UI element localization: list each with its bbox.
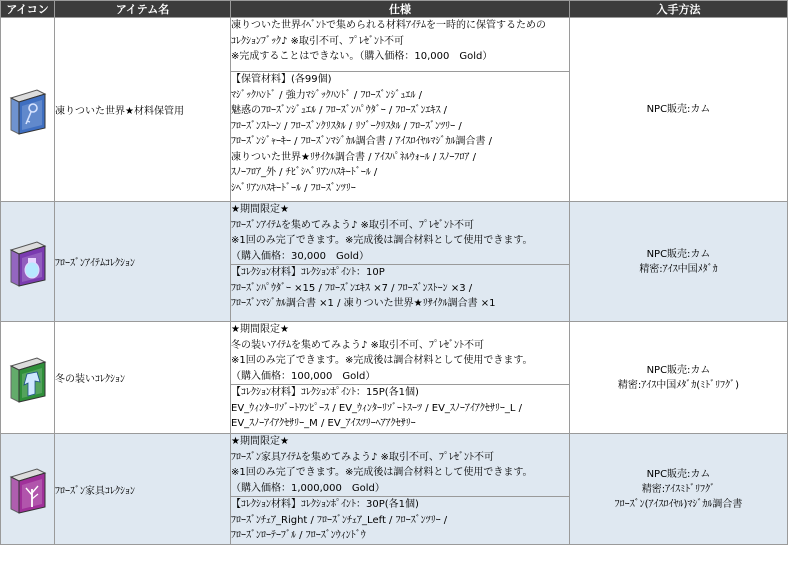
acquisition-line: ﾌﾛｰｽﾞﾝ(ｱｲｽﾛｲﾔﾙ)ﾏｼﾞｶﾙ調合書 bbox=[614, 498, 743, 510]
header-spec: 仕様 bbox=[231, 1, 570, 18]
spec-line: ﾌﾛｰｽﾞﾝ家具ｱｲﾃﾑを集めてみよう♪ ※取引不可、ﾌﾟﾚｾﾞﾝﾄ不可 bbox=[231, 451, 494, 463]
material-line: 凍りついた世界★ﾘｻｲｸﾙ調合書 / ｱｲｽﾊﾟﾈﾙｳｫｰﾙ / ｽﾉｰﾌﾛｱ / bbox=[231, 151, 476, 163]
book-green-outfit-icon bbox=[7, 352, 49, 404]
spec-description bbox=[231, 202, 570, 265]
item-name: ﾌﾛｰｽﾞﾝ家具ｺﾚｸｼｮﾝ bbox=[55, 434, 231, 545]
material-line: ﾌﾛｰｽﾞﾝﾛｰﾃｰﾌﾞﾙ / ﾌﾛｰｽﾞﾝｳｨﾝﾄﾞｳ bbox=[231, 530, 366, 541]
item-icon-cell bbox=[1, 322, 55, 434]
acquisition-method bbox=[570, 322, 788, 434]
acquisition-line: 精密:ｱｲｽﾐﾄﾞﾘﾌｸﾞ bbox=[641, 483, 716, 495]
material-line: ﾌﾛｰｽﾞﾝﾏｼﾞｶﾙ調合書 ×1 / 凍りついた世界★ﾘｻｲｸﾙ調合書 ×1 bbox=[231, 298, 496, 309]
material-line: 【ｺﾚｸｼｮﾝ材料】ｺﾚｸｼｮﾝﾎﾟｲﾝﾄ：10P bbox=[231, 267, 385, 278]
table-row bbox=[1, 18, 788, 72]
material-line: 【保管材料】(各99個) bbox=[231, 74, 332, 85]
header-row bbox=[1, 1, 788, 18]
spec-line: ※完成することはできない。（購入価格：10,000 Gold） bbox=[231, 51, 493, 62]
acquisition-line: 精密:ｱｲｽ中国ﾒﾀﾞｶ(ﾐﾄﾞﾘﾌｸﾞ) bbox=[617, 379, 740, 391]
spec-materials bbox=[231, 497, 570, 545]
material-line: ﾌﾛｰｽﾞﾝｼﾞｬｰｷｰ / ﾌﾛｰｽﾞﾝﾏｼﾞｶﾙ調合書 / ｱｲｽﾛｲﾔﾙﾏｼﾞｶﾙ調合書 / bbox=[231, 136, 493, 147]
spec-line: ★期間限定★ bbox=[231, 204, 289, 215]
spec-line: ※1回のみ完了できます。※完成後は調合材料として使用できます。 bbox=[231, 355, 533, 366]
item-icon-cell bbox=[1, 434, 55, 545]
item-name: ﾌﾛｰｽﾞﾝｱｲﾃﾑｺﾚｸｼｮﾝ bbox=[55, 202, 231, 322]
acquisition-line: 精密:ｱｲｽ中国ﾒﾀﾞｶ bbox=[639, 263, 718, 275]
spec-line: （購入価格：1,000,000 Gold） bbox=[231, 482, 385, 494]
acquisition-method bbox=[570, 202, 788, 322]
book-magenta-tree-icon bbox=[7, 463, 49, 515]
acquisition-method bbox=[570, 434, 788, 545]
spec-line: ﾌﾛｰｽﾞﾝｱｲﾃﾑを集めてみよう♪ ※取引不可、ﾌﾟﾚｾﾞﾝﾄ不可 bbox=[231, 219, 474, 231]
material-line: 魅惑のﾌﾛｰｽﾞﾝｼﾞｭｴﾙ / ﾌﾛｰｽﾞﾝﾊﾟｳﾀﾞｰ / ﾌﾛｰｽﾞﾝｴｷｽ / bbox=[231, 105, 448, 116]
spec-line: ※1回のみ完了できます。※完成後は調合材料として使用できます。 bbox=[231, 235, 533, 246]
acquisition-line: NPC販売:カム bbox=[646, 248, 711, 260]
table-row bbox=[1, 202, 788, 265]
spec-description bbox=[231, 18, 570, 72]
spec-materials bbox=[231, 72, 570, 202]
spec-materials bbox=[231, 385, 570, 434]
item-icon-cell bbox=[1, 18, 55, 202]
spec-line: （購入価格：100,000 Gold） bbox=[231, 370, 376, 382]
material-line: EV_ｳｨﾝﾀｰﾘｿﾞｰﾄﾜﾝﾋﾟｰｽ / EV_ｳｨﾝﾀｰﾘｿﾞｰﾄｽｰﾂ / EV_ｽﾉｰｱｲｱｸｾｻﾘｰ_L / bbox=[231, 402, 523, 414]
acquisition-line: NPC販売:カム bbox=[646, 104, 711, 115]
item-name: 冬の装いｺﾚｸｼｮﾝ bbox=[55, 322, 231, 434]
material-line: EV_ｽﾉｰｱｲｱｸｾｻﾘｰ_M / EV_ｱｲｽﾂﾘｰﾍｱｱｸｾｻﾘｰ bbox=[231, 418, 416, 429]
spec-line: （購入価格：30,000 Gold） bbox=[231, 250, 369, 262]
spec-line: 冬の装いｱｲﾃﾑを集めてみよう♪ ※取引不可、ﾌﾟﾚｾﾞﾝﾄ不可 bbox=[231, 339, 484, 351]
item-name: 凍りついた世界★材料保管用 bbox=[55, 18, 231, 202]
material-line: ｽﾉｰﾌﾛｱ_外 / ﾁﾋﾞｼﾍﾞﾘｱﾝﾊｽｷｰﾄﾞｰﾙ / bbox=[231, 167, 378, 178]
book-purple-potion-icon bbox=[7, 236, 49, 288]
header-how: 入手方法 bbox=[570, 1, 788, 18]
spec-line: ★期間限定★ bbox=[231, 436, 289, 447]
spec-description bbox=[231, 322, 570, 385]
material-line: ｼﾍﾞﾘｱﾝﾊｽｷｰﾄﾞｰﾙ / ﾌﾛｰｽﾞﾝﾂﾘｰ bbox=[231, 182, 356, 194]
book-blue-key-icon bbox=[7, 84, 49, 136]
material-line: ﾌﾛｰｽﾞﾝﾁｪｱ_Right / ﾌﾛｰｽﾞﾝﾁｪｱ_Left / ﾌﾛｰｽﾞﾝﾂﾘｰ / bbox=[231, 514, 448, 526]
material-line: ﾏｼﾞｯｸﾊﾝﾄﾞ / 強力ﾏｼﾞｯｸﾊﾝﾄﾞ / ﾌﾛｰｽﾞﾝｼﾞｭｴﾙ / bbox=[231, 89, 423, 101]
material-line: 【ｺﾚｸｼｮﾝ材料】ｺﾚｸｼｮﾝﾎﾟｲﾝﾄ：15P(各1個) bbox=[231, 387, 419, 398]
table-row bbox=[1, 434, 788, 497]
spec-materials bbox=[231, 265, 570, 322]
item-icon-cell bbox=[1, 202, 55, 322]
spec-line: 凍りついた世界ｲﾍﾞﾝﾄで集められる材料ｱｲﾃﾑを一時的に保管するための bbox=[231, 20, 546, 31]
spec-description bbox=[231, 434, 570, 497]
material-line: ﾌﾛｰｽﾞﾝｽﾄｰﾝ / ﾌﾛｰｽﾞﾝｸﾘｽﾀﾙ / ﾘｿﾞｰｸﾘｽﾀﾙ / ﾌﾛｰｽﾞﾝﾂﾘｰ / bbox=[231, 120, 462, 132]
spec-line: ※1回のみ完了できます。※完成後は調合材料として使用できます。 bbox=[231, 467, 533, 478]
table-row bbox=[1, 322, 788, 385]
acquisition-method bbox=[570, 18, 788, 202]
acquisition-line: NPC販売:カム bbox=[646, 468, 711, 480]
acquisition-line: NPC販売:カム bbox=[646, 364, 711, 376]
material-line: 【ｺﾚｸｼｮﾝ材料】ｺﾚｸｼｮﾝﾎﾟｲﾝﾄ：30P(各1個) bbox=[231, 499, 419, 510]
material-line: ﾌﾛｰｽﾞﾝﾊﾟｳﾀﾞｰ ×15 / ﾌﾛｰｽﾞﾝｴｷｽ ×7 / ﾌﾛｰｽﾞﾝｽﾄｰﾝ ×3 / bbox=[231, 282, 473, 294]
header-icon: アイコン bbox=[1, 1, 55, 18]
spec-line: ★期間限定★ bbox=[231, 324, 289, 335]
spec-line: ｺﾚｸｼｮﾝﾌﾞｯｸ♪ ※取引不可、ﾌﾟﾚｾﾞﾝﾄ不可 bbox=[231, 35, 404, 47]
header-name: アイテム名 bbox=[55, 1, 231, 18]
